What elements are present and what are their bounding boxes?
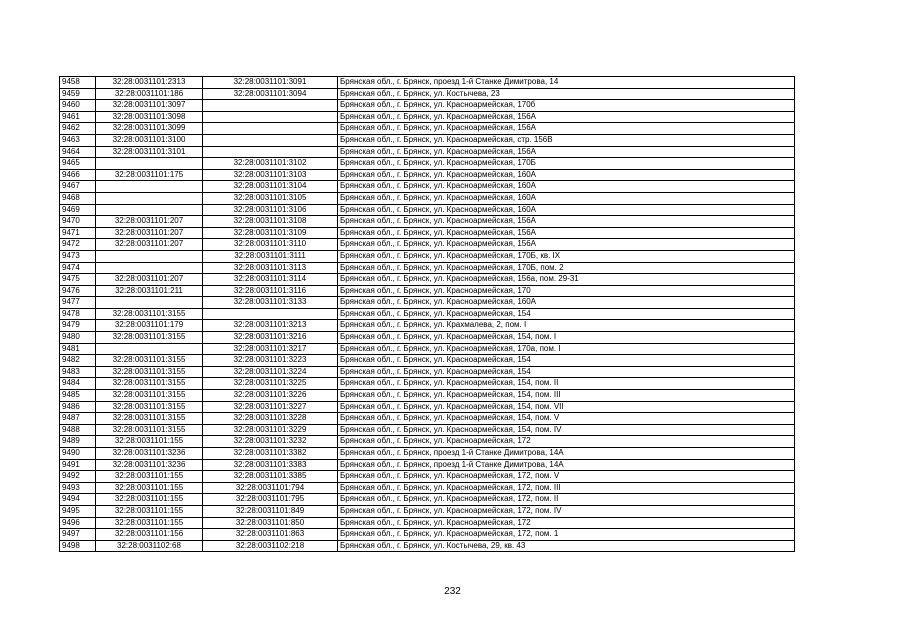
row-number-cell: 9488 [60, 424, 96, 436]
cadastral-number-cell: 32:28:0031101:155 [96, 517, 203, 529]
table-row [60, 192, 795, 204]
row-number-cell: 9498 [60, 540, 96, 552]
object-cadastral-number-cell [203, 123, 338, 135]
cadastral-number-cell: 32:28:0031101:211 [96, 285, 203, 297]
row-number-cell: 9496 [60, 517, 96, 529]
table-row [60, 216, 795, 228]
table-row [60, 227, 795, 239]
object-cadastral-number-cell: 32:28:0031101:3113 [203, 262, 338, 274]
row-number-cell: 9487 [60, 413, 96, 425]
table-row [60, 320, 795, 332]
address-cell: Брянская обл., г. Брянск, проезд 1-й Станке Димитрова, 14А [338, 459, 795, 471]
table-row [60, 390, 795, 402]
object-cadastral-number-cell: 32:28:0031101:3216 [203, 332, 338, 344]
object-cadastral-number-cell: 32:28:0031101:3111 [203, 250, 338, 262]
row-number-cell: 9466 [60, 169, 96, 181]
table-row [60, 401, 795, 413]
address-cell: Брянская обл., г. Брянск, ул. Красноармейская, 172 [338, 436, 795, 448]
row-number-cell: 9489 [60, 436, 96, 448]
row-number-cell: 9479 [60, 320, 96, 332]
cadastral-number-cell: 32:28:0031102:68 [96, 540, 203, 552]
address-cell: Брянская обл., г. Брянск, ул. Красноармейская, 160А [338, 181, 795, 193]
address-cell: Брянская обл., г. Брянск, ул. Красноармейская, 170б [338, 100, 795, 112]
address-cell: Брянская обл., г. Брянск, ул. Красноармейская, 156А [338, 111, 795, 123]
address-cell: Брянская обл., г. Брянск, ул. Красноармейская, 154, пом. II [338, 378, 795, 390]
cadastral-number-cell: 32:28:0031101:155 [96, 471, 203, 483]
object-cadastral-number-cell: 32:28:0031101:3217 [203, 343, 338, 355]
cadastral-number-cell: 32:28:0031101:155 [96, 436, 203, 448]
object-cadastral-number-cell: 32:28:0031101:3213 [203, 320, 338, 332]
address-cell: Брянская обл., г. Брянск, ул. Красноармейская, 156А [338, 239, 795, 251]
cadastral-number-cell: 32:28:0031101:207 [96, 227, 203, 239]
row-number-cell: 9464 [60, 146, 96, 158]
page-number: 232 [444, 586, 461, 597]
object-cadastral-number-cell: 32:28:0031101:3102 [203, 158, 338, 170]
address-cell: Брянская обл., г. Брянск, ул. Костычева, 29, кв. 43 [338, 540, 795, 552]
row-number-cell: 9467 [60, 181, 96, 193]
cadastral-number-cell: 32:28:0031101:2313 [96, 77, 203, 89]
table-row [60, 517, 795, 529]
table-row [60, 274, 795, 286]
object-cadastral-number-cell: 32:28:0031101:3116 [203, 285, 338, 297]
address-cell: Брянская обл., г. Брянск, ул. Красноармейская, 156А [338, 146, 795, 158]
cadastral-number-cell: 32:28:0031101:3100 [96, 134, 203, 146]
address-cell: Брянская обл., г. Брянск, ул. Костычева, 23 [338, 88, 795, 100]
row-number-cell: 9490 [60, 448, 96, 460]
table-body [60, 77, 795, 552]
row-number-cell: 9475 [60, 274, 96, 286]
object-cadastral-number-cell: 32:28:0031101:863 [203, 529, 338, 541]
cadastral-number-cell: 32:28:0031101:155 [96, 505, 203, 517]
row-number-cell: 9459 [60, 88, 96, 100]
row-number-cell: 9461 [60, 111, 96, 123]
address-cell: Брянская обл., г. Брянск, ул. Крахмалева, 2, пом. I [338, 320, 795, 332]
row-number-cell: 9462 [60, 123, 96, 135]
table-row [60, 343, 795, 355]
cadastral-number-cell: 32:28:0031101:207 [96, 239, 203, 251]
table-row [60, 77, 795, 89]
row-number-cell: 9471 [60, 227, 96, 239]
row-number-cell: 9494 [60, 494, 96, 506]
table-row [60, 540, 795, 552]
table-row [60, 482, 795, 494]
address-cell: Брянская обл., г. Брянск, ул. Красноармейская, 154, пом. VII [338, 401, 795, 413]
address-cell: Брянская обл., г. Брянск, ул. Красноармейская, 160А [338, 192, 795, 204]
object-cadastral-number-cell: 32:28:0031101:3385 [203, 471, 338, 483]
cadastral-number-cell: 32:28:0031101:3155 [96, 332, 203, 344]
row-number-cell: 9491 [60, 459, 96, 471]
address-cell: Брянская обл., г. Брянск, ул. Красноармейская, 154, пом. IV [338, 424, 795, 436]
cadastral-registry-table [59, 76, 795, 552]
cadastral-number-cell: 32:28:0031101:179 [96, 320, 203, 332]
table-row [60, 308, 795, 320]
cadastral-number-cell [96, 297, 203, 309]
object-cadastral-number-cell: 32:28:0031101:3223 [203, 355, 338, 367]
object-cadastral-number-cell [203, 308, 338, 320]
object-cadastral-number-cell [203, 146, 338, 158]
object-cadastral-number-cell: 32:28:0031101:3103 [203, 169, 338, 181]
row-number-cell: 9460 [60, 100, 96, 112]
cadastral-number-cell: 32:28:0031101:207 [96, 216, 203, 228]
address-cell: Брянская обл., г. Брянск, ул. Красноармейская, 170Б [338, 158, 795, 170]
cadastral-number-cell: 32:28:0031101:3155 [96, 366, 203, 378]
row-number-cell: 9468 [60, 192, 96, 204]
table-row [60, 332, 795, 344]
address-cell: Брянская обл., г. Брянск, ул. Красноармейская, 154 [338, 308, 795, 320]
object-cadastral-number-cell: 32:28:0031101:3224 [203, 366, 338, 378]
object-cadastral-number-cell: 32:28:0031101:3382 [203, 448, 338, 460]
cadastral-number-cell: 32:28:0031101:3155 [96, 378, 203, 390]
object-cadastral-number-cell: 32:28:0031101:3109 [203, 227, 338, 239]
table-row [60, 285, 795, 297]
object-cadastral-number-cell: 32:28:0031101:3106 [203, 204, 338, 216]
object-cadastral-number-cell: 32:28:0031102:218 [203, 540, 338, 552]
table-row [60, 529, 795, 541]
row-number-cell: 9458 [60, 77, 96, 89]
object-cadastral-number-cell: 32:28:0031101:3114 [203, 274, 338, 286]
address-cell: Брянская обл., г. Брянск, ул. Красноармейская, 156А [338, 123, 795, 135]
row-number-cell: 9484 [60, 378, 96, 390]
object-cadastral-number-cell [203, 100, 338, 112]
address-cell: Брянская обл., г. Брянск, ул. Красноармейская, 156А [338, 227, 795, 239]
row-number-cell: 9485 [60, 390, 96, 402]
cadastral-number-cell [96, 181, 203, 193]
row-number-cell: 9474 [60, 262, 96, 274]
cadastral-number-cell: 32:28:0031101:175 [96, 169, 203, 181]
cadastral-number-cell: 32:28:0031101:3236 [96, 448, 203, 460]
cadastral-number-cell [96, 343, 203, 355]
row-number-cell: 9486 [60, 401, 96, 413]
object-cadastral-number-cell: 32:28:0031101:3094 [203, 88, 338, 100]
address-cell: Брянская обл., г. Брянск, ул. Красноармейская, 154, пом. I [338, 332, 795, 344]
table-row [60, 134, 795, 146]
address-cell: Брянская обл., г. Брянск, ул. Красноармейская, 156а, пом. 29-31 [338, 274, 795, 286]
address-cell: Брянская обл., г. Брянск, ул. Красноармейская, 172, пом. 1 [338, 529, 795, 541]
object-cadastral-number-cell: 32:28:0031101:3383 [203, 459, 338, 471]
cadastral-number-cell [96, 262, 203, 274]
object-cadastral-number-cell: 32:28:0031101:3133 [203, 297, 338, 309]
table-row [60, 355, 795, 367]
table-row [60, 181, 795, 193]
table-row [60, 250, 795, 262]
object-cadastral-number-cell: 32:28:0031101:3226 [203, 390, 338, 402]
table-row [60, 111, 795, 123]
address-cell: Брянская обл., г. Брянск, ул. Красноармейская, 154 [338, 366, 795, 378]
table-row [60, 448, 795, 460]
table-row [60, 505, 795, 517]
address-cell: Брянская обл., г. Брянск, ул. Красноармейская, стр. 156В [338, 134, 795, 146]
object-cadastral-number-cell: 32:28:0031101:3110 [203, 239, 338, 251]
object-cadastral-number-cell: 32:28:0031101:3108 [203, 216, 338, 228]
address-cell: Брянская обл., г. Брянск, ул. Красноармейская, 156А [338, 216, 795, 228]
row-number-cell: 9495 [60, 505, 96, 517]
table-row [60, 494, 795, 506]
object-cadastral-number-cell: 32:28:0031101:795 [203, 494, 338, 506]
cadastral-number-cell: 32:28:0031101:3155 [96, 424, 203, 436]
table-row [60, 204, 795, 216]
row-number-cell: 9478 [60, 308, 96, 320]
table-row [60, 123, 795, 135]
row-number-cell: 9476 [60, 285, 96, 297]
object-cadastral-number-cell [203, 111, 338, 123]
row-number-cell: 9480 [60, 332, 96, 344]
row-number-cell: 9493 [60, 482, 96, 494]
table-row [60, 146, 795, 158]
cadastral-number-cell [96, 250, 203, 262]
cadastral-number-cell: 32:28:0031101:207 [96, 274, 203, 286]
cadastral-number-cell: 32:28:0031101:155 [96, 494, 203, 506]
address-cell: Брянская обл., г. Брянск, ул. Красноармейская, 160А [338, 204, 795, 216]
address-cell: Брянская обл., г. Брянск, ул. Красноармейская, 154, пом. III [338, 390, 795, 402]
table-row [60, 100, 795, 112]
address-cell: Брянская обл., г. Брянск, ул. Красноармейская, 170 [338, 285, 795, 297]
object-cadastral-number-cell: 32:28:0031101:3229 [203, 424, 338, 436]
table-row [60, 158, 795, 170]
table-row [60, 239, 795, 251]
cadastral-number-cell: 32:28:0031101:186 [96, 88, 203, 100]
cadastral-number-cell: 32:28:0031101:3099 [96, 123, 203, 135]
cadastral-number-cell [96, 158, 203, 170]
table-row [60, 436, 795, 448]
row-number-cell: 9481 [60, 343, 96, 355]
object-cadastral-number-cell: 32:28:0031101:3105 [203, 192, 338, 204]
row-number-cell: 9465 [60, 158, 96, 170]
cadastral-number-cell: 32:28:0031101:3155 [96, 308, 203, 320]
address-cell: Брянская обл., г. Брянск, ул. Красноармейская, 172, пом. III [338, 482, 795, 494]
address-cell: Брянская обл., г. Брянск, ул. Красноармейская, 172, пом. II [338, 494, 795, 506]
object-cadastral-number-cell: 32:28:0031101:3232 [203, 436, 338, 448]
cadastral-number-cell: 32:28:0031101:3155 [96, 390, 203, 402]
address-cell: Брянская обл., г. Брянск, ул. Красноармейская, 172 [338, 517, 795, 529]
table-row [60, 262, 795, 274]
object-cadastral-number-cell [203, 134, 338, 146]
object-cadastral-number-cell: 32:28:0031101:3225 [203, 378, 338, 390]
object-cadastral-number-cell: 32:28:0031101:3091 [203, 77, 338, 89]
cadastral-number-cell: 32:28:0031101:3097 [96, 100, 203, 112]
cadastral-number-cell: 32:28:0031101:156 [96, 529, 203, 541]
cadastral-number-cell: 32:28:0031101:3236 [96, 459, 203, 471]
object-cadastral-number-cell: 32:28:0031101:3228 [203, 413, 338, 425]
cadastral-number-cell: 32:28:0031101:3101 [96, 146, 203, 158]
row-number-cell: 9472 [60, 239, 96, 251]
table-row [60, 459, 795, 471]
table-row [60, 297, 795, 309]
object-cadastral-number-cell: 32:28:0031101:3227 [203, 401, 338, 413]
address-cell: Брянская обл., г. Брянск, проезд 1-й Станке Димитрова, 14 [338, 77, 795, 89]
row-number-cell: 9473 [60, 250, 96, 262]
row-number-cell: 9492 [60, 471, 96, 483]
row-number-cell: 9482 [60, 355, 96, 367]
cadastral-number-cell: 32:28:0031101:3155 [96, 413, 203, 425]
table-row [60, 471, 795, 483]
row-number-cell: 9470 [60, 216, 96, 228]
address-cell: Брянская обл., г. Брянск, ул. Красноармейская, 160А [338, 169, 795, 181]
address-cell: Брянская обл., г. Брянск, ул. Красноармейская, 170а, пом. I [338, 343, 795, 355]
cadastral-number-cell: 32:28:0031101:3155 [96, 355, 203, 367]
table-row [60, 88, 795, 100]
address-cell: Брянская обл., г. Брянск, ул. Красноармейская, 160А [338, 297, 795, 309]
address-cell: Брянская обл., г. Брянск, ул. Красноармейская, 172, пом. V [338, 471, 795, 483]
address-cell: Брянская обл., г. Брянск, ул. Красноармейская, 154 [338, 355, 795, 367]
table-row [60, 169, 795, 181]
row-number-cell: 9469 [60, 204, 96, 216]
row-number-cell: 9477 [60, 297, 96, 309]
address-cell: Брянская обл., г. Брянск, ул. Красноармейская, 172, пом. IV [338, 505, 795, 517]
address-cell: Брянская обл., г. Брянск, ул. Красноармейская, 170Б, пом. 2 [338, 262, 795, 274]
cadastral-number-cell: 32:28:0031101:3155 [96, 401, 203, 413]
cadastral-number-cell: 32:28:0031101:3098 [96, 111, 203, 123]
object-cadastral-number-cell: 32:28:0031101:850 [203, 517, 338, 529]
object-cadastral-number-cell: 32:28:0031101:849 [203, 505, 338, 517]
address-cell: Брянская обл., г. Брянск, проезд 1-й Станке Димитрова, 14А [338, 448, 795, 460]
object-cadastral-number-cell: 32:28:0031101:3104 [203, 181, 338, 193]
table-row [60, 366, 795, 378]
address-cell: Брянская обл., г. Брянск, ул. Красноармейская, 170Б, кв. IX [338, 250, 795, 262]
table-row [60, 378, 795, 390]
row-number-cell: 9483 [60, 366, 96, 378]
row-number-cell: 9497 [60, 529, 96, 541]
object-cadastral-number-cell: 32:28:0031101:794 [203, 482, 338, 494]
table-row [60, 424, 795, 436]
cadastral-number-cell [96, 204, 203, 216]
cadastral-number-cell [96, 192, 203, 204]
cadastral-number-cell: 32:28:0031101:155 [96, 482, 203, 494]
table-row [60, 413, 795, 425]
row-number-cell: 9463 [60, 134, 96, 146]
address-cell: Брянская обл., г. Брянск, ул. Красноармейская, 154, пом. V [338, 413, 795, 425]
